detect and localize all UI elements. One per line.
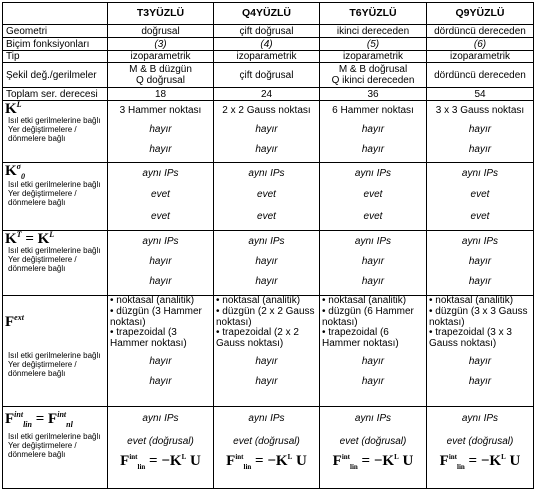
- sub-label-displacement: Yer değiştirmelere / dönmelere bağlı: [8, 188, 77, 207]
- formula: $F^{int}_{lin} = -K^L$ U: [439, 453, 521, 471]
- cell-line: hayır: [468, 375, 492, 387]
- block-k0: [3, 163, 534, 231]
- cell-line: dördüncü dereceden: [434, 69, 526, 81]
- cell: aynı IPs evet evet: [320, 163, 427, 231]
- sub-label-displacement: Yer değiştirmelere / dönmelere bağlı: [8, 359, 77, 378]
- bullet: • düzgün (3 x 3 Gauss noktası): [429, 305, 528, 328]
- cell: (5): [320, 38, 427, 51]
- cell: [108, 296, 214, 407]
- cell-line: aynı IPs: [248, 413, 285, 424]
- cell: [427, 63, 534, 88]
- cell: aynı IPs hayır hayır: [320, 231, 427, 296]
- cell: aynı IPs hayır hayır: [214, 231, 320, 296]
- block-label: [3, 231, 108, 296]
- block-kl: [3, 101, 534, 163]
- row-label: Tip: [3, 51, 108, 63]
- cell-line: evet (doğrusal): [233, 436, 300, 447]
- cell-line: M & B düzgün: [129, 64, 192, 75]
- cell-line: evet (doğrusal): [446, 436, 514, 447]
- block-kt: [3, 231, 534, 296]
- cell-line: hayır: [255, 355, 278, 367]
- cell: [320, 407, 427, 489]
- cell: [214, 296, 320, 407]
- cell: aynı IPs evet evet: [214, 163, 320, 231]
- cell-line: hayır: [361, 375, 385, 387]
- sub-label-thermal: Isıl etki gerilmelerine bağlı: [8, 246, 101, 255]
- row-bicim: [3, 38, 534, 51]
- row-toplam: [3, 88, 534, 101]
- cell: (3): [108, 38, 214, 51]
- cell: 18: [108, 88, 214, 101]
- cell: doğrusal: [108, 25, 214, 38]
- row-sekil: [3, 63, 534, 88]
- bullet: • trapezoidal (2 x 2 Gauss noktası): [216, 327, 299, 350]
- sub-label-thermal: Isıl etki gerilmelerine bağlı: [8, 116, 101, 125]
- block-flin: [3, 407, 534, 489]
- symbol-flin: $F^{int}_{lin} = F^{int}_{nl}$: [5, 410, 73, 429]
- cell: [108, 63, 214, 88]
- bullet: • düzgün (3 Hammer noktası): [110, 305, 202, 328]
- cell-line: çift doğrusal: [239, 69, 294, 81]
- sub-label-thermal: Isıl etki gerilmelerine bağlı: [8, 180, 101, 189]
- cell: çift doğrusal: [214, 25, 320, 38]
- element-comparison-table: [2, 2, 534, 489]
- cell: aynı IPs evet evet: [108, 163, 214, 231]
- cell-line: hayır: [255, 375, 278, 387]
- bullet: • düzgün (6 Hammer noktası): [322, 305, 414, 328]
- bullet: • trapezoidal (6 Hammer noktası): [322, 327, 399, 350]
- cell-line: evet (doğrusal): [339, 436, 407, 447]
- row-tip: [3, 51, 534, 63]
- cell: 2 x 2 Gauss noktası hayır hayır: [214, 101, 320, 163]
- cell-line: hayır: [361, 355, 385, 367]
- block-fext: [3, 296, 534, 407]
- cell: [320, 296, 427, 407]
- cell: ikinci dereceden: [320, 25, 427, 38]
- formula: $F^{int}_{lin} = -K^L$ U: [332, 453, 414, 471]
- block-label: [3, 101, 108, 163]
- bullet: • trapezoidal (3 x 3 Gauss noktası): [429, 327, 512, 350]
- bullet: • trapezoidal (3 Hammer noktası): [110, 327, 187, 350]
- sub-label-displacement: Yer değiştirmelere / dönmelere bağlı: [8, 254, 77, 273]
- cell-line: aynı IPs: [142, 413, 179, 424]
- row-label: Toplam ser. derecesi: [3, 88, 108, 101]
- cell: aynı IPs evet evet: [427, 163, 534, 231]
- cell: 24: [214, 88, 320, 101]
- cell: 3 Hammer noktası hayır hayır: [108, 101, 214, 163]
- cell: dördüncü dereceden: [427, 25, 534, 38]
- cell: [427, 296, 534, 407]
- row-geometri: [3, 25, 534, 38]
- symbol-kt: $K^T = K^L$: [5, 230, 55, 247]
- cell: 54: [427, 88, 534, 101]
- cell: izoparametrik: [427, 51, 534, 63]
- header-row: [3, 3, 534, 25]
- cell-line: Q doğrusal: [136, 75, 185, 86]
- cell-line: aynı IPs: [354, 413, 392, 424]
- cell: aynı IPs hayır hayır: [108, 231, 214, 296]
- cell: izoparametrik: [320, 51, 427, 63]
- header-empty: [3, 3, 108, 25]
- cell: [427, 407, 534, 489]
- cell: (6): [427, 38, 534, 51]
- header-t3: T3YÜZLÜ: [108, 3, 214, 25]
- block-label: [3, 163, 108, 231]
- cell: aynı IPs hayır hayır: [427, 231, 534, 296]
- cell: izoparametrik: [214, 51, 320, 63]
- sub-label-thermal: Isıl etki gerilmelerine bağlı: [8, 351, 101, 360]
- cell-line: evet (doğrusal): [127, 436, 194, 447]
- formula: $F^{int}_{lin} = -K^L$ U: [226, 453, 307, 471]
- symbol-kl: $K^L$: [5, 100, 22, 117]
- sub-label-displacement: Yer değiştirmelere / dönmelere bağlı: [8, 124, 77, 143]
- bullet: • noktasal (analitik): [110, 295, 195, 306]
- header-t6: T6YÜZLÜ: [320, 3, 427, 25]
- cell: 36: [320, 88, 427, 101]
- bullet: • düzgün (2 x 2 Gauss noktası): [216, 305, 315, 328]
- header-q4: Q4YÜZLÜ: [214, 3, 320, 25]
- row-label: Şekil değ./gerilmeler: [3, 63, 108, 88]
- cell: [214, 63, 320, 88]
- cell-line: hayır: [149, 355, 172, 367]
- symbol-fext: $F^{ext}$: [5, 313, 24, 330]
- cell-line: hayır: [149, 375, 172, 387]
- cell-line: M & B doğrusal: [338, 64, 408, 75]
- block-label: [3, 296, 108, 407]
- row-label: Biçim fonksiyonları: [3, 38, 108, 51]
- cell: [320, 63, 427, 88]
- cell-line: Q ikinci dereceden: [331, 75, 415, 86]
- cell: (4): [214, 38, 320, 51]
- header-q9: Q9YÜZLÜ: [427, 3, 534, 25]
- cell-line: hayır: [468, 355, 492, 367]
- symbol-k0: $K^\sigma_0$: [5, 162, 25, 181]
- cell: [108, 407, 214, 489]
- cell-line: aynı IPs: [461, 413, 499, 424]
- cell: 6 Hammer noktası hayır hayır: [320, 101, 427, 163]
- block-label: [3, 407, 108, 489]
- bullet: • noktasal (analitik): [322, 295, 407, 306]
- cell: izoparametrik: [108, 51, 214, 63]
- bullet: • noktasal (analitik): [216, 295, 301, 306]
- cell: 3 x 3 Gauss noktası hayır hayır: [427, 101, 534, 163]
- formula: $F^{int}_{lin} = -K^L$ U: [120, 453, 201, 471]
- cell: [214, 407, 320, 489]
- sub-label-displacement: Yer değiştirmelere / dönmelere bağlı: [8, 440, 77, 459]
- row-label: Geometri: [3, 25, 108, 38]
- sub-label-thermal: Isıl etki gerilmelerine bağlı: [8, 432, 101, 441]
- bullet: • noktasal (analitik): [429, 295, 514, 306]
